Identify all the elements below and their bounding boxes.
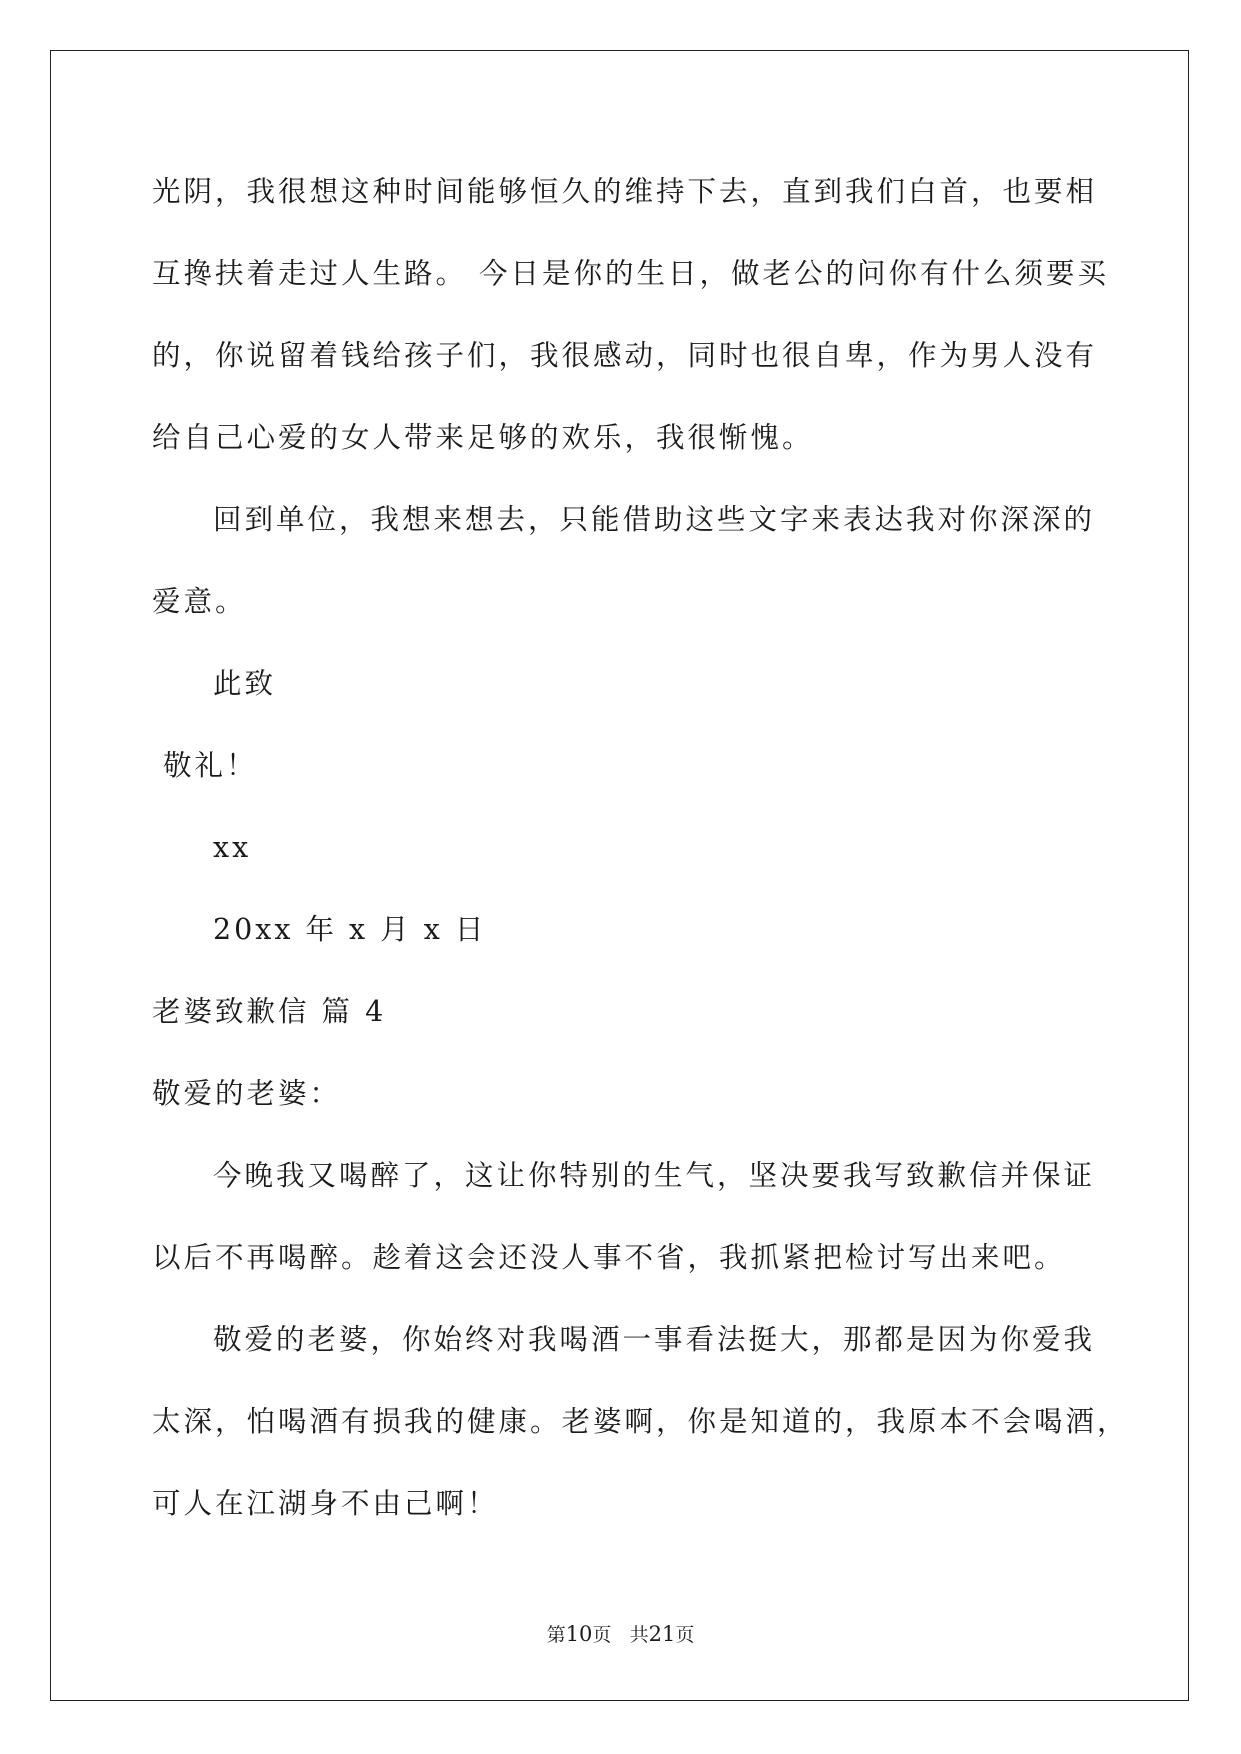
body-line-8: 以后不再喝醉。趁着这会还没人事不省，我抓紧把检讨写出来吧。	[152, 1241, 1066, 1274]
salutation-line: 敬礼！	[163, 749, 258, 782]
body-line-2: 互搀扶着走过人生路。 今日是你的生日，做老公的问你有什么须要买	[152, 257, 1110, 290]
letter-greeting: 敬爱的老婆：	[152, 1077, 342, 1110]
body-line-5: 回到单位，我想来想去，只能借助这些文字来表达我对你深深的	[213, 503, 1096, 536]
page-border	[50, 50, 1189, 1701]
closing-line: 此致	[213, 667, 277, 700]
footer-prefix: 第	[546, 1624, 566, 1646]
footer-total-word: 页	[675, 1624, 695, 1646]
footer-total-prefix: 共	[629, 1624, 649, 1646]
footer-page-word: 页	[592, 1624, 612, 1646]
body-line-6: 爱意。	[152, 585, 247, 618]
body-line-7: 今晚我又喝醉了，这让你特别的生气，坚决要我写致歉信并保证	[213, 1159, 1096, 1192]
footer-current-page: 10	[565, 1622, 593, 1646]
signature-name: xx	[213, 831, 252, 864]
body-line-3: 的，你说留着钱给孩子们，我很感动，同时也很自卑，作为男人没有	[152, 339, 1098, 372]
body-line-10: 太深，怕喝酒有损我的健康。老婆啊，你是知道的，我原本不会喝酒，	[152, 1405, 1129, 1438]
body-line-4: 给自己心爱的女人带来足够的欢乐，我很惭愧。	[152, 421, 814, 454]
page-footer	[0, 1622, 1241, 1647]
footer-total-pages: 21	[648, 1622, 676, 1646]
body-line-11: 可人在江湖身不由己啊！	[152, 1487, 499, 1520]
section-heading: 老婆致歉信 篇 4	[152, 995, 387, 1028]
body-line-9: 敬爱的老婆，你始终对我喝酒一事看法挺大，那都是因为你爱我	[213, 1323, 1096, 1356]
body-line-1: 光阴，我很想这种时间能够恒久的维持下去，直到我们白首，也要相	[152, 175, 1098, 208]
signature-date: 20xx 年 x 月 x 日	[213, 913, 487, 946]
